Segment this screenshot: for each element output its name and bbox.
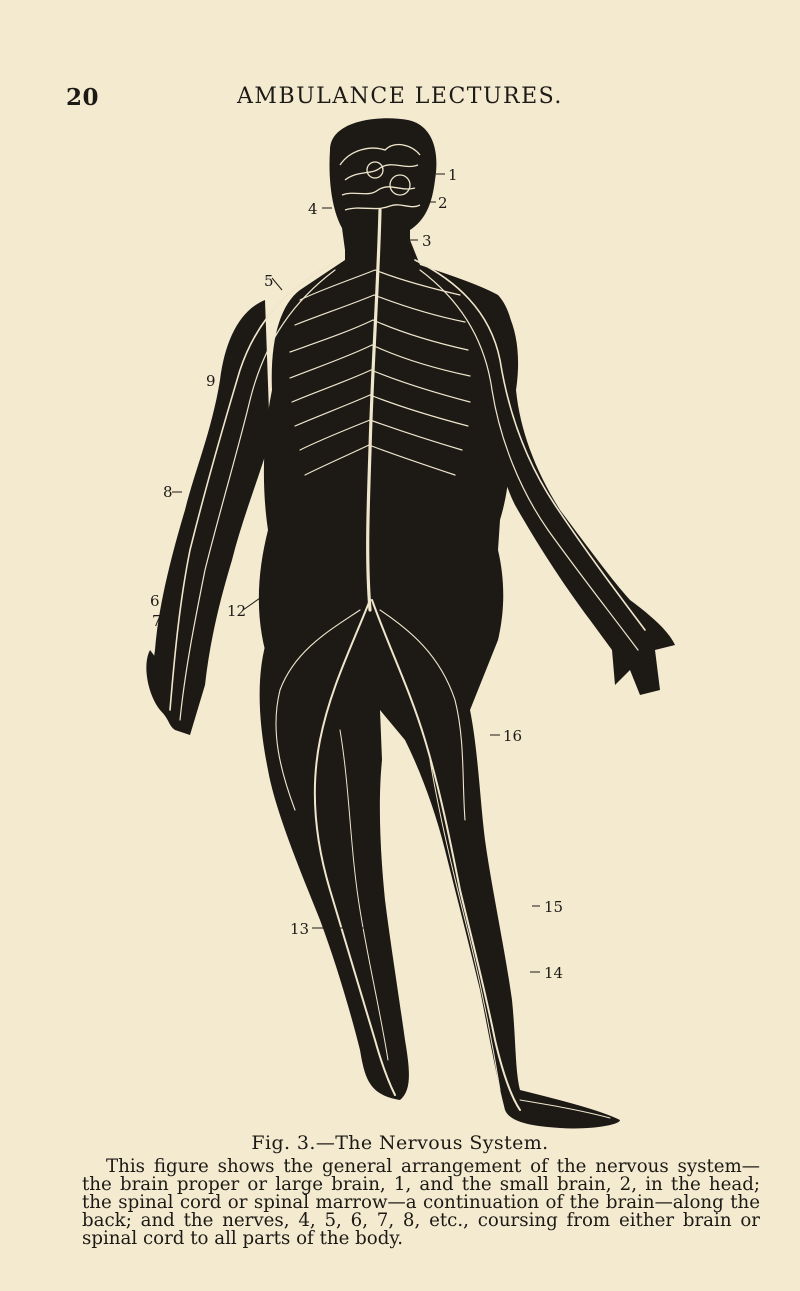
nervous-system-illustration bbox=[0, 110, 800, 1130]
figure-caption: Fig. 3.—The Nervous System. bbox=[251, 1132, 549, 1154]
callout-4: 4 bbox=[308, 200, 318, 218]
nervous-system-figure bbox=[0, 110, 800, 1130]
body-silhouette bbox=[146, 118, 675, 1128]
callout-8: 8 bbox=[163, 483, 173, 501]
body-paragraph: This figure shows the general arrangement of the nervous system—the brain proper or large brain, 1, and the small brain, 2, in the head; the spinal cord or spinal marrow—a continuation of the brain—along the back; and the nerves, 4, 5, 6, 7, 8, etc., coursing from either brain or spinal cord to all parts of the body. bbox=[82, 1156, 760, 1249]
callout-11: 11 bbox=[456, 560, 476, 578]
callout-16: 16 bbox=[503, 727, 523, 745]
callout-12: 12 bbox=[227, 602, 247, 620]
callout-1: 1 bbox=[448, 166, 458, 184]
callout-10: 10 bbox=[466, 452, 486, 470]
page-number: 20 bbox=[66, 84, 100, 111]
callout-9: 9 bbox=[206, 372, 216, 390]
callout-14: 14 bbox=[544, 964, 564, 982]
callout-6: 6 bbox=[150, 592, 160, 610]
callout-15: 15 bbox=[544, 898, 564, 916]
callout-3: 3 bbox=[422, 232, 432, 250]
running-head: AMBULANCE LECTURES. bbox=[237, 84, 563, 109]
callout-13: 13 bbox=[290, 920, 310, 938]
callout-2: 2 bbox=[438, 194, 448, 212]
callout-7: 7 bbox=[152, 612, 162, 630]
callout-5: 5 bbox=[264, 272, 274, 290]
